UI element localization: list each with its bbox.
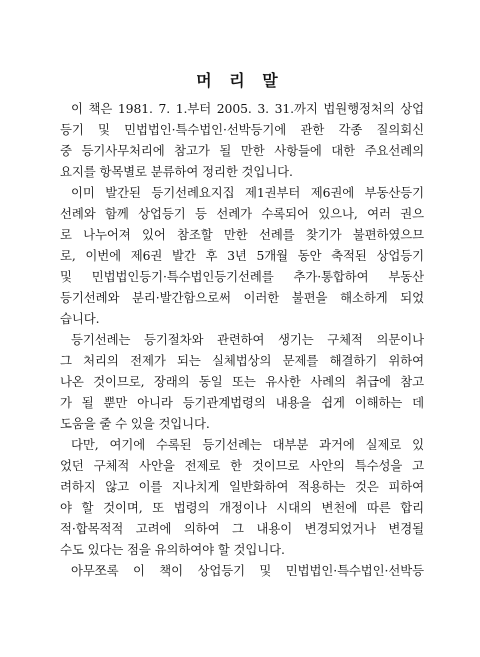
text-line: 이 책은 1981. 7. 1.부터 2005. 3. 31.까지 법원행정처의 상업	[71, 101, 424, 116]
text-line: 도움을 줄 수 있을 것입니다.	[60, 416, 210, 431]
text-line: 아무쪼록 이 책이 상업등기 및 민법법인·특수법인·선박등	[71, 563, 424, 578]
text-line: 적·합목적적 고려에 의하여 그 내용이 변경되었거나 변경될	[60, 521, 424, 536]
page-title: 머 리 말	[196, 71, 284, 90]
text-line: 다만, 여기에 수록된 등기선례는 대부분 과거에 실제로 있	[71, 437, 424, 452]
text-line: 중 등기사무처리에 참고가 될 만한 사항들에 대한 주요선례의	[60, 143, 424, 158]
text-line: 로, 이번에 제6권 발간 후 3년 5개월 동안 축적된 상업등기	[60, 248, 424, 263]
text-line: 수도 있다는 점을 유의하여야 할 것입니다.	[60, 542, 285, 557]
text-line: 야 할 것이며, 또 법령의 개정이나 시대의 변천에 따른 합리	[60, 500, 424, 515]
text-line: 그 처리의 전제가 되는 실체법상의 문제를 해결하기 위하여	[60, 353, 424, 368]
text-line: 이미 발간된 등기선례요지집 제1권부터 제6권에 부동산등기	[71, 185, 424, 200]
text-line: 등기선례는 등기절차와 관련하여 생기는 구체적 의문이나	[71, 332, 424, 347]
text-line: 나온 것이므로, 장래의 동일 또는 유사한 사례의 취급에 참고	[60, 374, 424, 389]
text-line: 려하지 않고 이를 지나치게 일반화하여 적용하는 것은 피하여	[60, 479, 424, 494]
text-line: 요지를 항목별로 분류하여 정리한 것입니다.	[60, 164, 293, 179]
text-line: 선례와 함께 상업등기 등 선례가 수록되어 있으나, 여러 권으	[60, 206, 424, 221]
text-line: 등기선례와 분리·발간함으로써 이러한 불편을 해소하게 되었	[60, 290, 424, 305]
text-line: 등기 및 민법법인·특수법인·선박등기에 관한 각종 질의회신	[60, 122, 424, 137]
text-line: 습니다.	[60, 311, 100, 326]
text-line: 로 나누어져 있어 참조할 만한 선례를 찾기가 불편하였으므	[60, 227, 424, 242]
text-line: 및 민법법인등기·특수법인등기선례를 추가·통합하여 부동산	[60, 269, 424, 284]
text-line: 가 될 뿐만 아니라 등기관계법령의 내용을 쉽게 이해하는 데	[60, 395, 424, 410]
text-line: 었던 구체적 사안을 전제로 한 것이므로 사안의 특수성을 고	[60, 458, 424, 473]
